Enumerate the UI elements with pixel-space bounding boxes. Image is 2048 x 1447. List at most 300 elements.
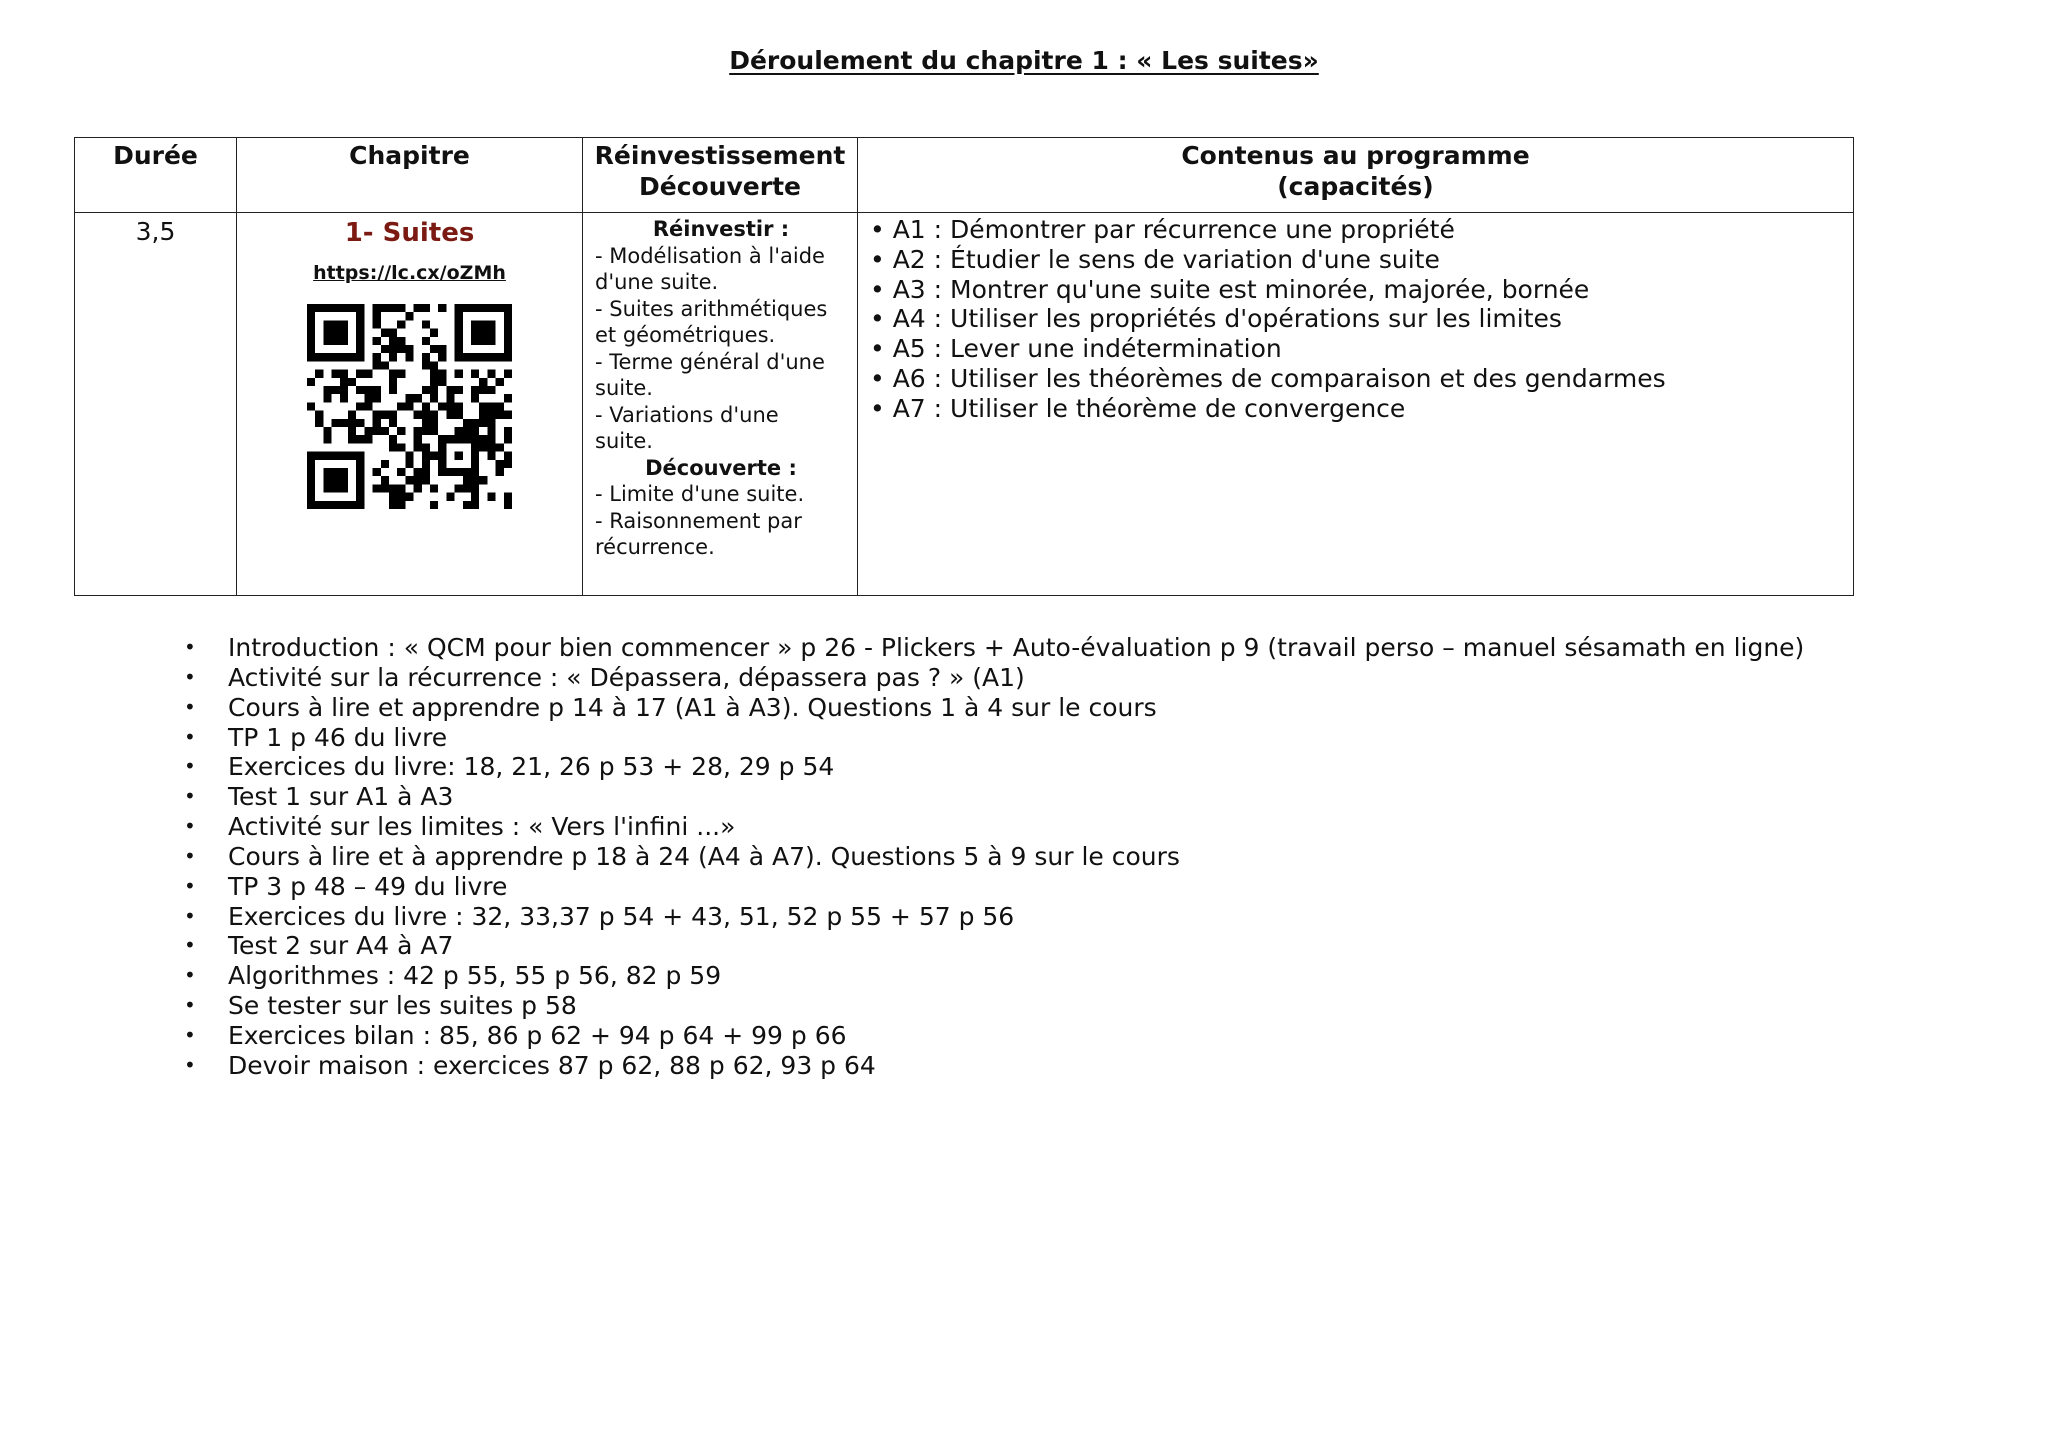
table-header-row xyxy=(75,138,1854,213)
qr-module xyxy=(430,452,438,460)
qr-module xyxy=(340,419,348,427)
qr-module xyxy=(422,353,430,361)
steps-list xyxy=(180,633,1804,1081)
qr-module xyxy=(389,435,397,443)
qr-module xyxy=(307,501,315,509)
qr-module xyxy=(364,427,372,435)
qr-module xyxy=(397,345,405,353)
qr-module xyxy=(487,402,495,410)
capacite-item: • A4 : Utiliser les propriétés d'opérations sur les limites xyxy=(870,304,1562,334)
qr-code-icon xyxy=(307,304,512,509)
qr-module xyxy=(487,337,495,345)
qr-module xyxy=(381,361,389,369)
qr-module xyxy=(405,476,413,484)
qr-module xyxy=(356,501,364,509)
qr-module xyxy=(381,329,389,337)
qr-module xyxy=(397,337,405,345)
list-item: • Exercices du livre: 18, 21, 26 p 53 + 28, 29 p 54 xyxy=(180,752,1804,782)
qr-module xyxy=(389,345,397,353)
qr-module xyxy=(332,468,340,476)
qr-module xyxy=(487,320,495,328)
qr-module xyxy=(479,402,487,410)
qr-module xyxy=(504,370,512,378)
qr-module xyxy=(422,386,430,394)
qr-module xyxy=(397,484,405,492)
qr-module xyxy=(381,476,389,484)
list-item: • Exercices du livre : 32, 33,37 p 54 + 43, 51, 52 p 55 + 57 p 56 xyxy=(180,902,1804,932)
qr-module xyxy=(479,386,487,394)
qr-module xyxy=(422,443,430,451)
qr-module xyxy=(496,443,504,451)
chapter-name: 1- Suites xyxy=(344,218,475,248)
qr-module xyxy=(471,435,479,443)
qr-module xyxy=(471,386,479,394)
qr-module xyxy=(373,386,381,394)
qr-module xyxy=(446,435,454,443)
reinvestir-line: et géométriques. xyxy=(595,323,776,347)
qr-module xyxy=(479,378,487,386)
list-item: • Introduction : « QCM pour bien commencer » p 26 - Plickers + Auto-évaluation p 9 (travail perso – manuel sésamath en ligne) xyxy=(180,633,1804,663)
qr-module xyxy=(487,411,495,419)
header-chapitre: Chapitre xyxy=(237,138,583,213)
qr-module xyxy=(487,427,495,435)
qr-module xyxy=(463,304,471,312)
qr-module xyxy=(455,435,463,443)
qr-module xyxy=(389,304,397,312)
qr-module xyxy=(307,452,315,460)
qr-module xyxy=(479,476,487,484)
qr-module xyxy=(356,370,364,378)
qr-module xyxy=(422,304,430,312)
decouverte-line: récurrence. xyxy=(595,535,715,559)
qr-module xyxy=(332,370,340,378)
qr-module xyxy=(332,476,340,484)
qr-module xyxy=(405,353,413,361)
qr-module xyxy=(430,411,438,419)
qr-module xyxy=(430,419,438,427)
qr-module xyxy=(455,312,463,320)
qr-module xyxy=(356,468,364,476)
qr-module xyxy=(438,468,446,476)
list-item: • Cours à lire et à apprendre p 18 à 24 (A4 à A7). Questions 5 à 9 sur le cours xyxy=(180,842,1804,872)
list-item: • Devoir maison : exercices 87 p 62, 88 p 62, 93 p 64 xyxy=(180,1051,1804,1081)
qr-module xyxy=(455,353,463,361)
qr-module xyxy=(487,353,495,361)
qr-module xyxy=(315,353,323,361)
qr-module xyxy=(430,345,438,353)
qr-module xyxy=(438,443,446,451)
qr-module xyxy=(414,394,422,402)
qr-module xyxy=(323,386,331,394)
qr-module xyxy=(455,337,463,345)
qr-module xyxy=(356,460,364,468)
qr-module xyxy=(471,460,479,468)
qr-module xyxy=(422,476,430,484)
reinvestir-line: suite. xyxy=(595,429,653,453)
qr-module xyxy=(340,320,348,328)
qr-module xyxy=(323,304,331,312)
qr-module xyxy=(504,435,512,443)
decouverte-line: - Limite d'une suite. xyxy=(595,482,805,506)
qr-module xyxy=(307,484,315,492)
qr-module xyxy=(455,468,463,476)
qr-module xyxy=(332,304,340,312)
reinvestir-heading: Réinvestir : xyxy=(652,217,790,241)
qr-module xyxy=(348,419,356,427)
list-item: • Se tester sur les suites p 58 xyxy=(180,991,1804,1021)
qr-module xyxy=(455,370,463,378)
qr-module xyxy=(348,304,356,312)
qr-module xyxy=(405,452,413,460)
qr-module xyxy=(373,320,381,328)
header-reinvestissement: Réinvestissement Découverte xyxy=(583,138,858,213)
qr-module xyxy=(504,427,512,435)
qr-module xyxy=(471,370,479,378)
qr-module xyxy=(463,468,471,476)
qr-module xyxy=(405,345,413,353)
decouverte-heading: Découverte : xyxy=(645,455,797,480)
qr-module xyxy=(356,435,364,443)
qr-module xyxy=(373,361,381,369)
qr-module xyxy=(455,329,463,337)
reinvestir-line: d'une suite. xyxy=(595,270,719,294)
qr-module xyxy=(332,484,340,492)
qr-module xyxy=(496,402,504,410)
qr-module xyxy=(381,411,389,419)
qr-module xyxy=(414,443,422,451)
qr-module xyxy=(479,411,487,419)
qr-module xyxy=(340,329,348,337)
qr-module xyxy=(504,394,512,402)
capacite-item: • A2 : Étudier le sens de variation d'une suite xyxy=(870,244,1440,274)
qr-module xyxy=(438,345,446,353)
capacite-item: • A1 : Démontrer par récurrence une propriété xyxy=(870,215,1455,244)
qr-module xyxy=(422,320,430,328)
qr-module xyxy=(471,419,479,427)
qr-module xyxy=(381,460,389,468)
qr-module xyxy=(414,476,422,484)
qr-module xyxy=(504,320,512,328)
qr-module xyxy=(496,411,504,419)
qr-module xyxy=(487,370,495,378)
qr-module xyxy=(332,501,340,509)
qr-module xyxy=(373,337,381,345)
qr-module xyxy=(332,353,340,361)
qr-module xyxy=(455,304,463,312)
qr-module xyxy=(504,345,512,353)
qr-module xyxy=(307,329,315,337)
qr-module xyxy=(332,419,340,427)
qr-module xyxy=(381,427,389,435)
capacite-item: • A3 : Montrer qu'une suite est minorée, majorée, bornée xyxy=(870,274,1590,304)
qr-module xyxy=(446,411,454,419)
qr-module xyxy=(405,493,413,501)
qr-module xyxy=(463,435,471,443)
list-item: • Exercices bilan : 85, 86 p 62 + 94 p 64 + 99 p 66 xyxy=(180,1021,1804,1051)
qr-module xyxy=(446,468,454,476)
qr-module xyxy=(323,484,331,492)
qr-module xyxy=(373,427,381,435)
cell-duree: 3,5 xyxy=(75,213,237,596)
qr-module xyxy=(307,378,315,386)
list-item: • Test 1 sur A1 à A3 xyxy=(180,782,1804,812)
qr-module xyxy=(307,468,315,476)
qr-module xyxy=(438,353,446,361)
qr-module xyxy=(496,468,504,476)
qr-module xyxy=(348,411,356,419)
qr-module xyxy=(414,435,422,443)
qr-module xyxy=(340,353,348,361)
qr-module xyxy=(504,501,512,509)
qr-module xyxy=(405,394,413,402)
qr-module xyxy=(438,452,446,460)
qr-module xyxy=(471,304,479,312)
qr-module xyxy=(307,320,315,328)
qr-module xyxy=(438,378,446,386)
qr-module xyxy=(307,312,315,320)
qr-module xyxy=(340,304,348,312)
header-contenus: Contenus au programme (capacités) xyxy=(858,138,1854,213)
qr-module xyxy=(504,493,512,501)
qr-module xyxy=(373,468,381,476)
qr-module xyxy=(422,460,430,468)
qr-module xyxy=(323,435,331,443)
qr-module xyxy=(389,493,397,501)
qr-module xyxy=(315,370,323,378)
qr-module xyxy=(471,452,479,460)
qr-module xyxy=(422,361,430,369)
qr-module xyxy=(348,501,356,509)
qr-module xyxy=(373,304,381,312)
qr-module xyxy=(471,468,479,476)
list-item: • Test 2 sur A4 à A7 xyxy=(180,931,1804,961)
qr-module xyxy=(471,329,479,337)
qr-module xyxy=(397,402,405,410)
qr-module xyxy=(496,378,504,386)
qr-module xyxy=(348,452,356,460)
capacite-item: • A6 : Utiliser les théorèmes de comparaison et des gendarmes xyxy=(870,363,1666,393)
qr-module xyxy=(414,427,422,435)
qr-module xyxy=(422,402,430,410)
qr-module xyxy=(307,345,315,353)
qr-module xyxy=(356,312,364,320)
qr-module xyxy=(307,476,315,484)
qr-module xyxy=(455,320,463,328)
qr-module xyxy=(397,304,405,312)
qr-module xyxy=(332,329,340,337)
qr-module xyxy=(471,484,479,492)
qr-module xyxy=(323,501,331,509)
qr-module xyxy=(487,386,495,394)
qr-module xyxy=(389,378,397,386)
qr-module xyxy=(397,320,405,328)
qr-module xyxy=(364,394,372,402)
qr-module xyxy=(315,452,323,460)
qr-module xyxy=(496,460,504,468)
chapter-link[interactable]: https://lc.cx/oZMh xyxy=(313,262,506,284)
qr-module xyxy=(479,320,487,328)
qr-module xyxy=(307,493,315,501)
qr-module xyxy=(364,435,372,443)
qr-module xyxy=(422,337,430,345)
qr-module xyxy=(323,476,331,484)
qr-module xyxy=(323,427,331,435)
list-item: • Activité sur les limites : « Vers l'infini ...» xyxy=(180,812,1804,842)
qr-module xyxy=(364,386,372,394)
qr-module xyxy=(307,353,315,361)
qr-module xyxy=(455,411,463,419)
qr-module xyxy=(414,304,422,312)
qr-module xyxy=(422,427,430,435)
qr-module xyxy=(340,476,348,484)
list-item: • Activité sur la récurrence : « Dépassera, dépassera pas ? » (A1) xyxy=(180,663,1804,693)
qr-module xyxy=(356,484,364,492)
qr-module xyxy=(479,435,487,443)
qr-module xyxy=(414,468,422,476)
qr-module xyxy=(389,353,397,361)
qr-module xyxy=(307,304,315,312)
qr-module xyxy=(348,353,356,361)
qr-module xyxy=(356,476,364,484)
qr-module xyxy=(446,394,454,402)
qr-module xyxy=(471,493,479,501)
table-row xyxy=(75,213,1854,596)
qr-module xyxy=(479,329,487,337)
qr-module xyxy=(315,304,323,312)
qr-module xyxy=(397,370,405,378)
qr-module xyxy=(356,402,364,410)
qr-module xyxy=(422,411,430,419)
qr-module xyxy=(323,394,331,402)
qr-module xyxy=(405,402,413,410)
qr-module xyxy=(323,468,331,476)
reinvestir-line: - Modélisation à l'aide xyxy=(595,243,825,268)
qr-module xyxy=(463,476,471,484)
qr-module xyxy=(430,370,438,378)
qr-module xyxy=(307,337,315,345)
qr-module xyxy=(356,493,364,501)
qr-module xyxy=(446,386,454,394)
qr-module xyxy=(307,460,315,468)
qr-module xyxy=(471,337,479,345)
qr-module xyxy=(315,411,323,419)
qr-module xyxy=(356,329,364,337)
cell-contenus xyxy=(858,213,1854,596)
qr-module xyxy=(373,411,381,419)
qr-module xyxy=(397,443,405,451)
qr-module xyxy=(471,353,479,361)
qr-module xyxy=(389,484,397,492)
qr-module xyxy=(479,419,487,427)
qr-module xyxy=(504,304,512,312)
decouverte-line: - Raisonnement par xyxy=(595,508,802,533)
qr-module xyxy=(332,337,340,345)
qr-module xyxy=(340,484,348,492)
qr-module xyxy=(348,427,356,435)
qr-module xyxy=(504,353,512,361)
qr-module xyxy=(471,501,479,509)
qr-module xyxy=(487,329,495,337)
qr-module xyxy=(504,329,512,337)
qr-module xyxy=(373,312,381,320)
qr-module xyxy=(364,370,372,378)
qr-module xyxy=(455,484,463,492)
qr-module xyxy=(430,386,438,394)
capacite-item: • A7 : Utiliser le théorème de convergence xyxy=(870,393,1406,423)
qr-module xyxy=(332,452,340,460)
qr-module xyxy=(381,304,389,312)
qr-module xyxy=(430,501,438,509)
qr-module xyxy=(381,484,389,492)
qr-module xyxy=(389,443,397,451)
qr-module xyxy=(496,353,504,361)
qr-module xyxy=(323,329,331,337)
qr-module xyxy=(373,484,381,492)
qr-module xyxy=(340,501,348,509)
qr-module xyxy=(455,386,463,394)
qr-module xyxy=(455,402,463,410)
qr-module xyxy=(373,419,381,427)
qr-module xyxy=(455,427,463,435)
qr-module xyxy=(487,443,495,451)
qr-module xyxy=(348,435,356,443)
qr-module xyxy=(422,468,430,476)
qr-module xyxy=(471,443,479,451)
capacite-item: • A5 : Lever une indétermination xyxy=(870,334,1282,364)
qr-module xyxy=(397,468,405,476)
qr-module xyxy=(389,411,397,419)
qr-module xyxy=(430,361,438,369)
qr-module xyxy=(438,435,446,443)
qr-module xyxy=(438,402,446,410)
qr-module xyxy=(504,411,512,419)
chapter-table xyxy=(74,137,1854,596)
qr-module xyxy=(479,443,487,451)
qr-module xyxy=(348,378,356,386)
qr-module xyxy=(430,484,438,492)
qr-module xyxy=(356,353,364,361)
qr-module xyxy=(471,394,479,402)
cell-chapitre xyxy=(237,213,583,596)
qr-module xyxy=(487,304,495,312)
qr-module xyxy=(479,337,487,345)
qr-module xyxy=(389,501,397,509)
qr-module xyxy=(479,304,487,312)
qr-module xyxy=(430,329,438,337)
qr-module xyxy=(405,460,413,468)
qr-module xyxy=(323,452,331,460)
qr-module xyxy=(463,427,471,435)
qr-module xyxy=(340,468,348,476)
cell-reinvestissement xyxy=(583,213,858,596)
qr-module xyxy=(356,337,364,345)
qr-module xyxy=(332,320,340,328)
reinvestir-line: suite. xyxy=(595,376,653,400)
qr-module xyxy=(397,427,405,435)
qr-module xyxy=(414,411,422,419)
qr-module xyxy=(340,337,348,345)
qr-module xyxy=(487,452,495,460)
qr-module xyxy=(487,493,495,501)
qr-module xyxy=(364,402,372,410)
qr-module xyxy=(315,419,323,427)
qr-module xyxy=(463,501,471,509)
list-item: • Algorithmes : 42 p 55, 55 p 56, 82 p 59 xyxy=(180,961,1804,991)
qr-module xyxy=(356,452,364,460)
qr-module xyxy=(307,402,315,410)
qr-module xyxy=(389,419,397,427)
qr-module xyxy=(356,320,364,328)
